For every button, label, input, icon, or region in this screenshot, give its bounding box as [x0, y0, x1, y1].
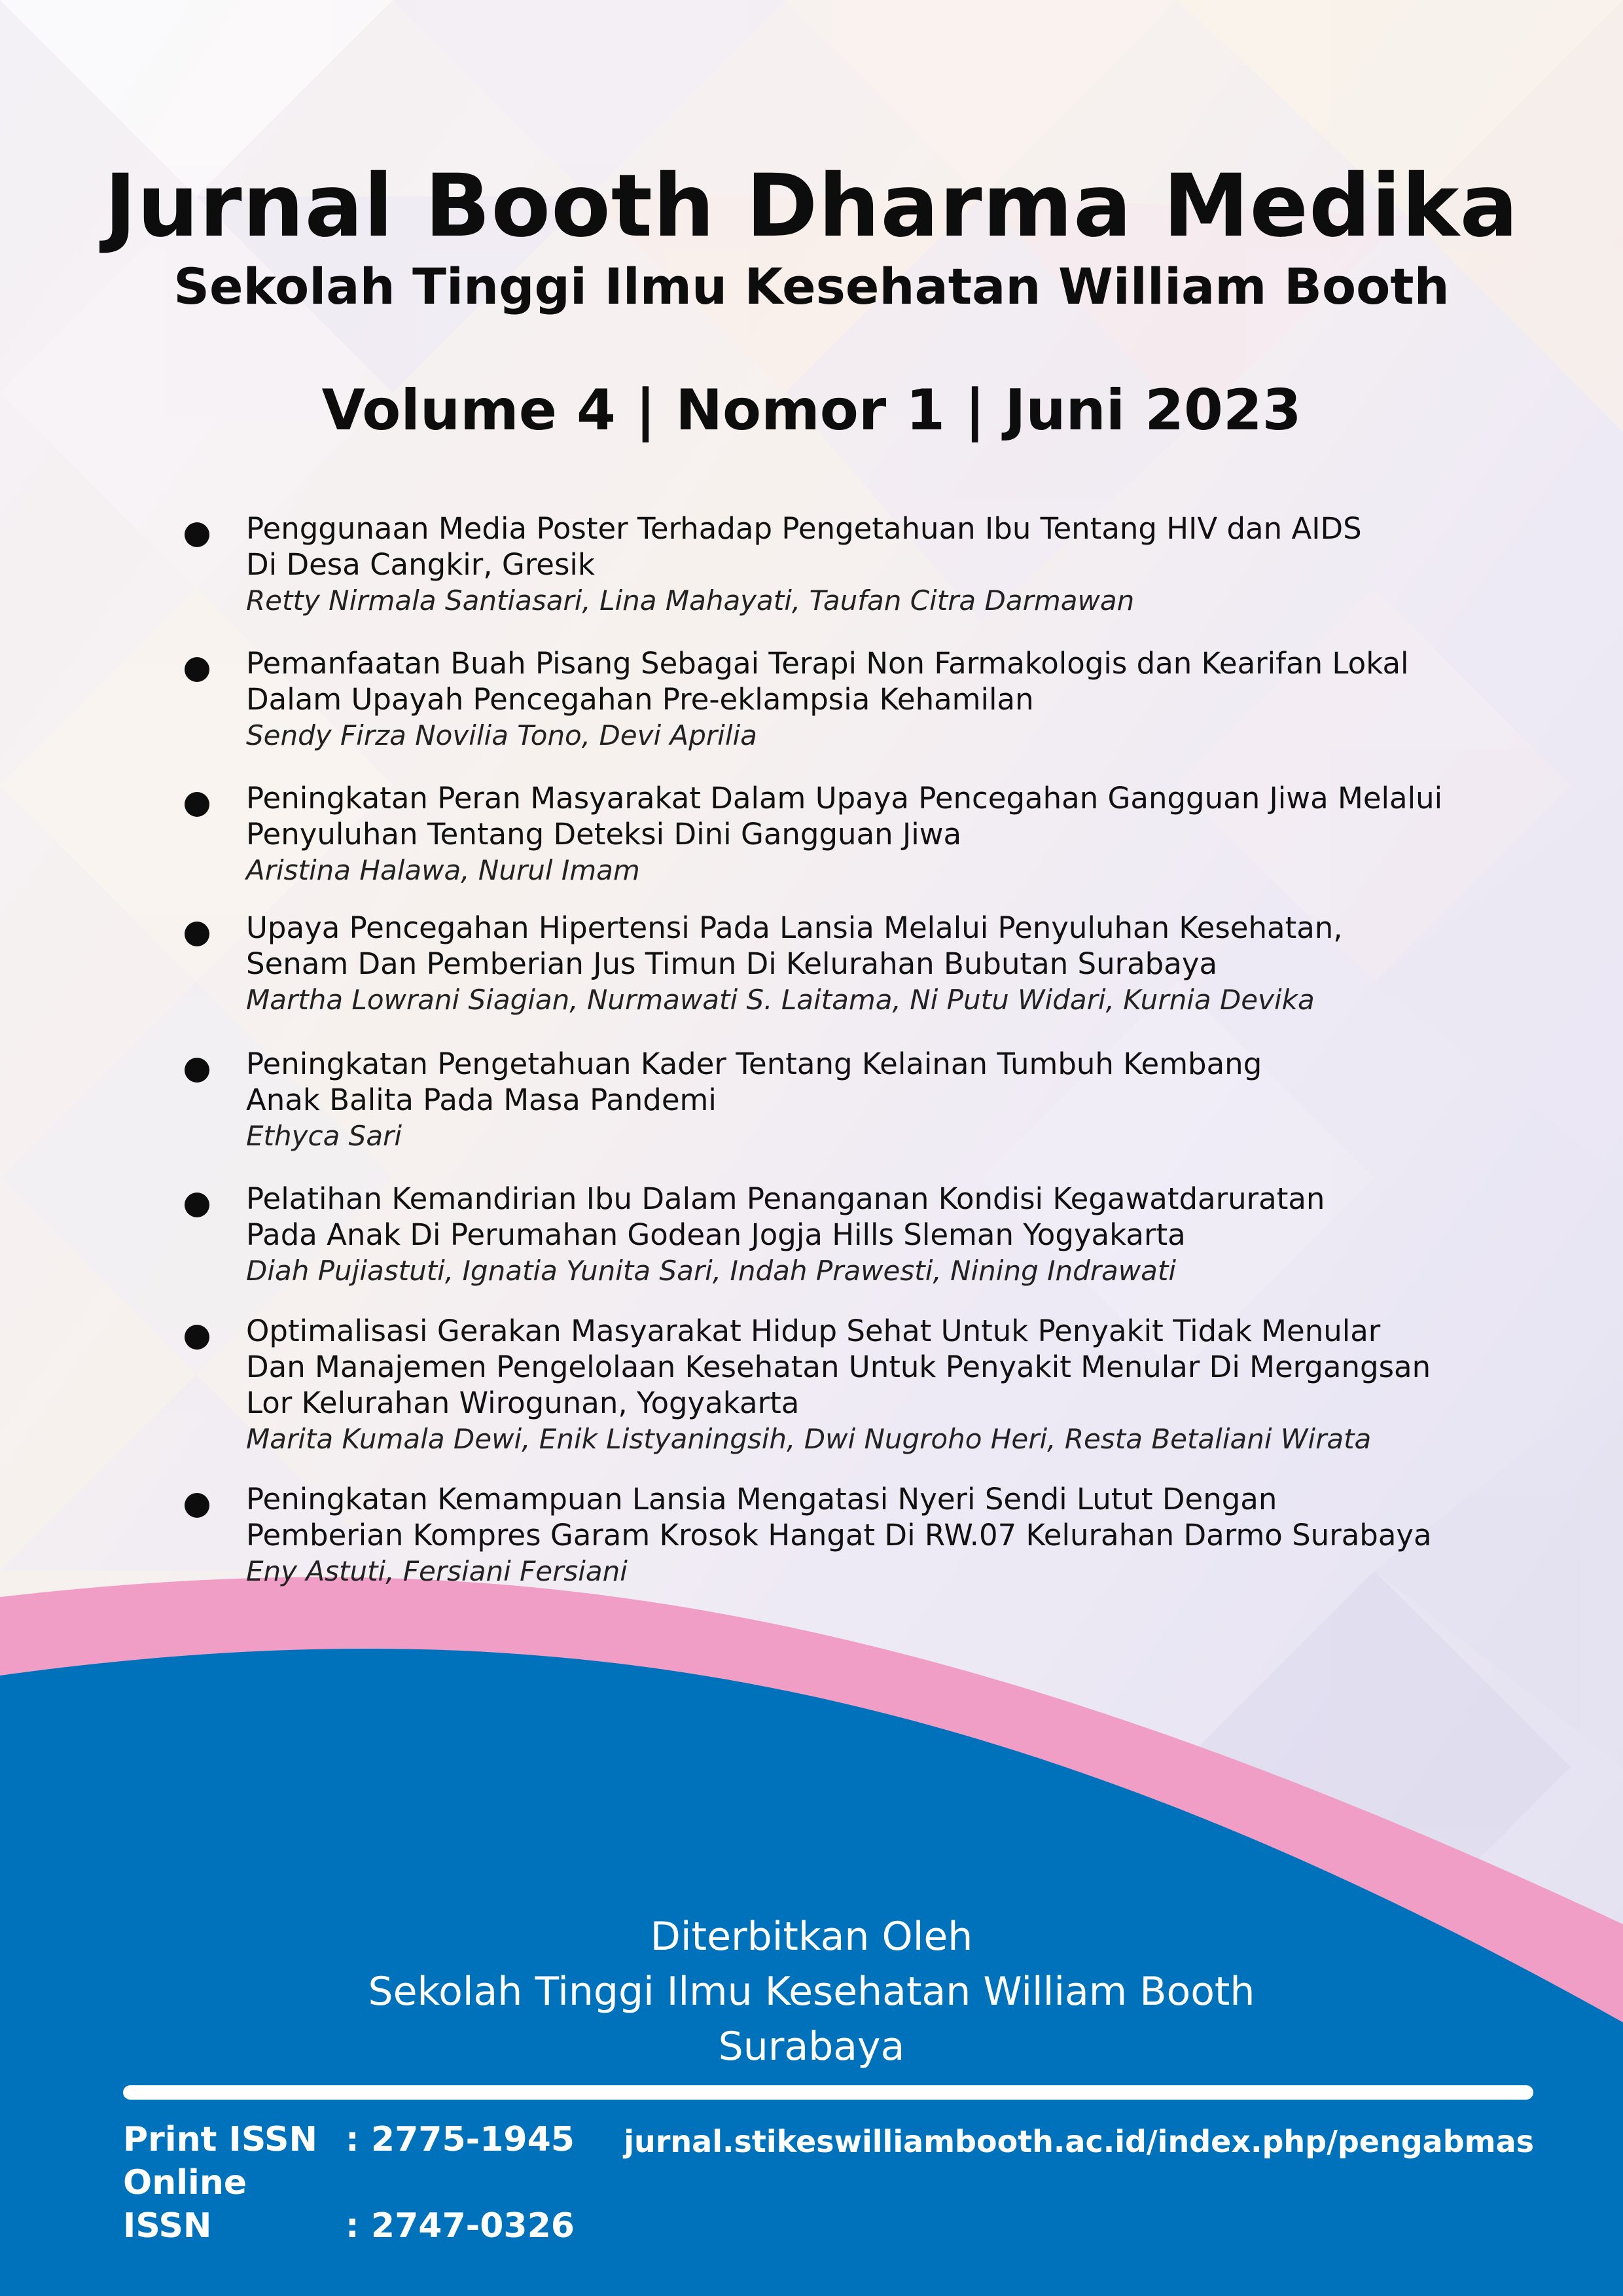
publisher-city: Surabaya	[718, 2024, 905, 2070]
article-authors: Retty Nirmala Santiasari, Lina Mahayati, Taufan Citra Darmawan	[246, 584, 1135, 617]
bullet-icon	[185, 922, 209, 946]
print-issn-label: Print ISSN	[123, 2120, 317, 2159]
published-by-label: Diterbitkan Oleh	[650, 1914, 973, 1960]
issue-info: Volume 4 | Nomor 1 | Juni 2023	[321, 378, 1302, 443]
article-authors: Aristina Halawa, Nurul Imam	[246, 854, 640, 886]
journal-title: Jurnal Booth Dharma Medika	[104, 156, 1519, 257]
article-title-line: Anak Balita Pada Masa Pandemi	[246, 1083, 717, 1117]
cover-header	[0, 157, 1623, 446]
article-authors: Diah Pujiastuti, Ignatia Yunita Sari, Indah Prawesti, Nining Indrawati	[246, 1255, 1176, 1287]
online-issn-row	[123, 2161, 575, 2248]
bullet-icon	[185, 1325, 209, 1350]
journal-url-link[interactable]: jurnal.stikeswilliambooth.ac.id/index.php/pengabmas	[624, 2124, 1534, 2159]
article-item	[177, 1181, 1486, 1289]
article-title-line: Pemberian Kompres Garam Krosok Hangat Di RW.07 Kelurahan Darmo Surabaya	[246, 1518, 1432, 1552]
institution-name: Sekolah Tinggi Ilmu Kesehatan William Booth	[173, 257, 1450, 315]
bullet-icon	[185, 1193, 209, 1217]
article-authors: Sendy Firza Novilia Tono, Devi Aprilia	[246, 719, 757, 751]
article-title-line: Dan Manajemen Pengelolaan Kesehatan Untuk Penyakit Menular Di Mergangsan	[246, 1350, 1431, 1384]
bullet-icon	[185, 522, 209, 547]
article-authors: Ethyca Sari	[246, 1120, 402, 1152]
article-title-line: Peningkatan Peran Masyarakat Dalam Upaya Pencegahan Gangguan Jiwa Melalui	[246, 781, 1443, 816]
article-title-line: Di Desa Cangkir, Gresik	[246, 547, 595, 582]
article-authors: Eny Astuti, Fersiani Fersiani	[246, 1555, 628, 1587]
article-title-line: Peningkatan Pengetahuan Kader Tentang Kelainan Tumbuh Kembang	[246, 1047, 1262, 1081]
article-item	[177, 645, 1486, 754]
article-title-line: Pelatihan Kemandirian Ibu Dalam Penanganan Kondisi Kegawatdaruratan	[246, 1181, 1325, 1216]
article-authors: Marita Kumala Dewi, Enik Listyaningsih, Dwi Nugroho Heri, Resta Betaliani Wirata	[246, 1423, 1372, 1455]
article-item	[177, 910, 1486, 1018]
article-title-line: Penggunaan Media Poster Terhadap Pengetahuan Ibu Tentang HIV dan AIDS	[246, 511, 1362, 546]
article-title-line: Peningkatan Kemampuan Lansia Mengatasi Nyeri Sendi Lutut Dengan	[246, 1482, 1277, 1516]
issn-block	[123, 2118, 575, 2248]
bullet-icon	[185, 657, 209, 682]
bullet-icon	[185, 792, 209, 817]
article-item	[177, 780, 1486, 889]
article-title-line: Pemanfaatan Buah Pisang Sebagai Terapi Non Farmakologis dan Kearifan Lokal	[246, 646, 1409, 681]
article-item	[177, 1481, 1486, 1590]
table-of-contents	[177, 511, 1486, 1590]
bullet-icon	[185, 1493, 209, 1518]
article-item	[177, 1313, 1486, 1458]
article-title-line: Dalam Upayah Pencegahan Pre-eklampsia Kehamilan	[246, 682, 1034, 717]
article-title-line: Pada Anak Di Perumahan Godean Jogja Hills Sleman Yogyakarta	[246, 1217, 1186, 1252]
article-title-line: Lor Kelurahan Wirogunan, Yogyakarta	[246, 1386, 800, 1420]
article-title-line: Upaya Pencegahan Hipertensi Pada Lansia Melalui Penyuluhan Kesehatan,	[246, 910, 1343, 945]
publisher-name: Sekolah Tinggi Ilmu Kesehatan William Booth	[368, 1969, 1255, 2015]
bullet-icon	[185, 1058, 209, 1083]
online-issn-value: : 2747-0326	[346, 2206, 575, 2246]
article-title-line: Optimalisasi Gerakan Masyarakat Hidup Sehat Untuk Penyakit Tidak Menular	[246, 1314, 1381, 1348]
print-issn-value: : 2775-1945	[346, 2120, 575, 2159]
article-authors: Martha Lowrani Siagian, Nurmawati S. Laitama, Ni Putu Widari, Kurnia Devika	[246, 984, 1315, 1016]
print-issn-row	[123, 2118, 575, 2161]
footer-divider	[123, 2085, 1533, 2100]
article-title-line: Penyuluhan Tentang Deteksi Dini Gangguan Jiwa	[246, 817, 962, 852]
article-item	[177, 1046, 1486, 1155]
article-item	[177, 511, 1486, 619]
online-issn-label: Online ISSN	[123, 2163, 247, 2246]
article-title-line: Senam Dan Pemberian Jus Timun Di Kelurahan Bubutan Surabaya	[246, 946, 1218, 981]
